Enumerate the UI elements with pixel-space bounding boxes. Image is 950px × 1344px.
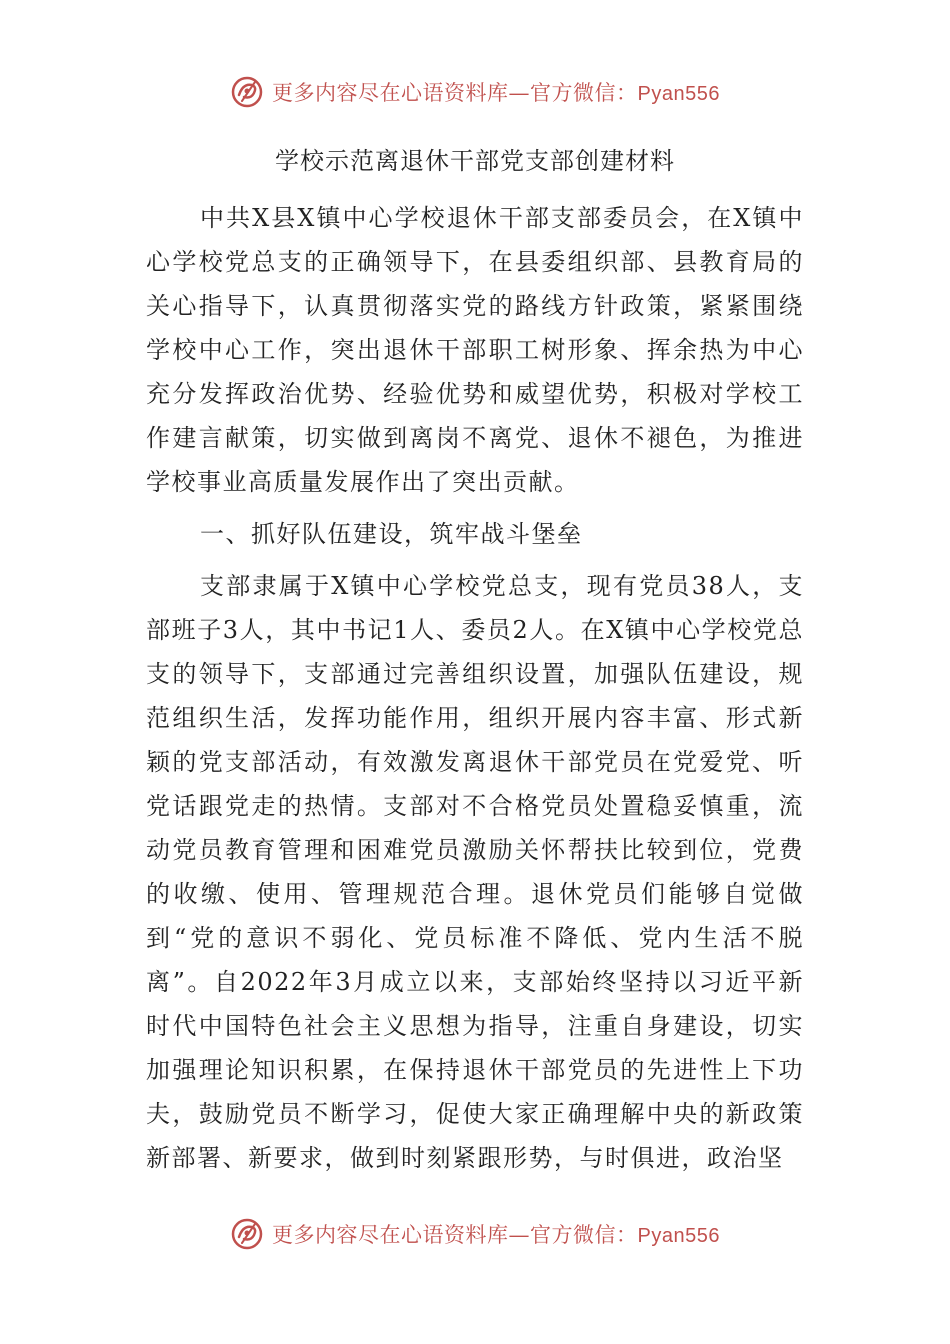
logo-icon [230,75,264,109]
section-paragraph: 支部隶属于X镇中心学校党总支，现有党员38人，支部班子3人，其中书记1人、委员2人。在X镇中心学校党总支的领导下，支部通过完善组织设置，加强队伍建设，规范组织生活，发挥功能作用，组织开展内容丰富、形式新颖的党支部活动，有效激发离退休干部党员在党爱党、听党话跟党走的热情。支部对不合格党员处置稳妥慎重，流动党员教育管理和困难党员激励关怀帮扶比较到位，党费的收缴、使用、管理规范合理。退休党员们能够自觉做到“党的意识不弱化、党员标准不降低、党内生活不脱离”。自2022年3月成立以来，支部始终坚持以习近平新时代中国特色社会主义思想为指导，注重自身建设，切实加强理论知识积累，在保持退休干部党员的先进性上下功夫，鼓励党员不断学习，促使大家正确理解中央的新政策新部署、新要求，做到时刻紧跟形势，与时俱进，政治坚 [146,572,804,1172]
document-body [146,196,804,1180]
wechat-handle: Pyan556 [637,1225,720,1247]
intro-paragraph: 中共X县X镇中心学校退休干部支部委员会，在X镇中心学校党总支的正确领导下，在县委组织部、县教育局的关心指导下，认真贯彻落实党的路线方针政策，紧紧围绕学校中心工作，突出退休干部职工树形象、挥余热为中心充分发挥政治优势、经验优势和威望优势，积极对学校工作建言献策，切实做到离岗不离党、退休不褪色，为推进学校事业高质量发展作出了突出贡献。 [146,204,804,496]
logo-icon [230,1217,264,1251]
document-title: 学校示范离退休干部党支部创建材料 [275,147,675,175]
section-heading: 一、抓好队伍建设，筑牢战斗堡垒 [200,520,583,548]
watermark-banner-top [0,72,950,112]
watermark-banner-bottom [0,1214,950,1254]
wechat-handle: Pyan556 [637,83,720,105]
watermark-text: 更多内容尽在心语资料库—官方微信：Pyan556 [272,81,720,105]
watermark-text: 更多内容尽在心语资料库—官方微信：Pyan556 [272,1223,720,1247]
